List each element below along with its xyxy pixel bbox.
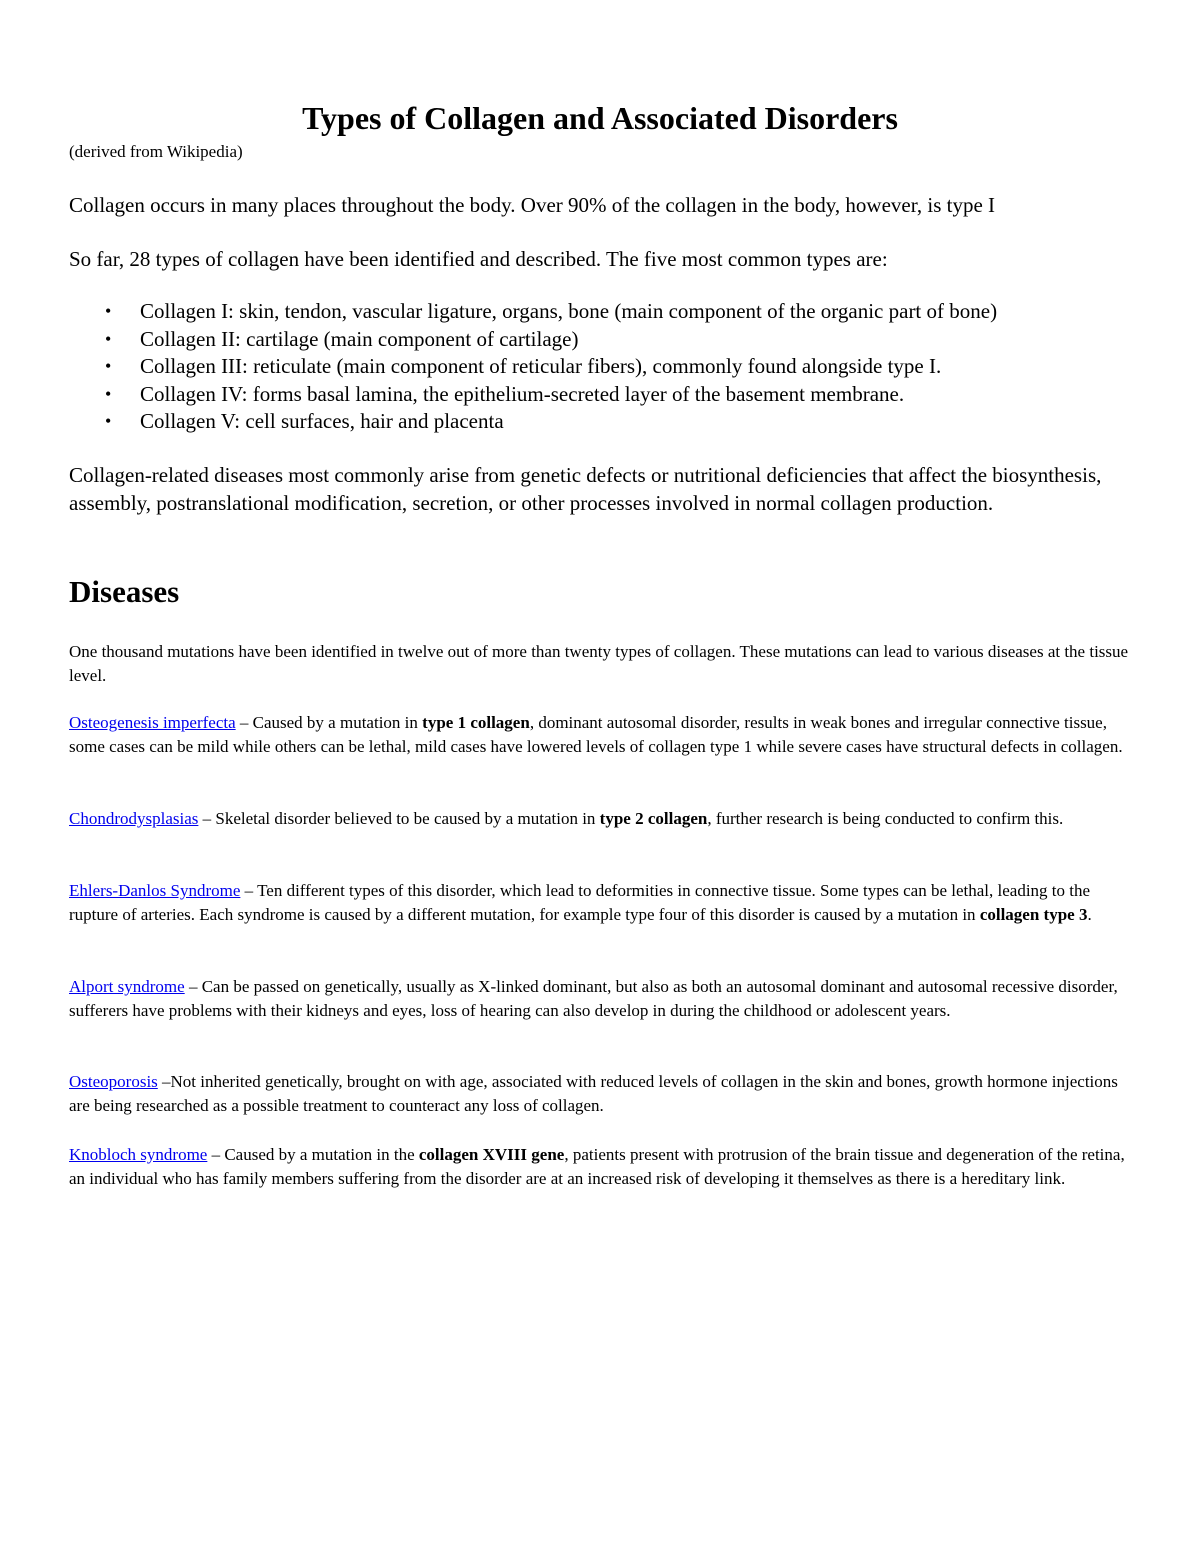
intro-paragraph: Collagen occurs in many places throughout the body. Over 90% of the collagen in the body, however, is type I — [69, 193, 996, 217]
disease-entry — [69, 711, 1131, 758]
disease-description: – Ten different types of this disorder, which lead to deformities in connective tissue. Some types can be lethal, leading to the rupture of arteries. Each syndrome is caused by a different mutation, for example type four of this disorder is caused by a mutation in — [69, 881, 1091, 924]
disease-description: –Not inherited genetically, brought on with age, associated with reduced levels of collagen in the skin and bones, growth hormone injections are being researched as a possible treatment to counteract any loss of collagen. — [69, 1072, 1118, 1115]
disease-description: – Skeletal disorder believed to be caused by a mutation in — [198, 809, 600, 828]
disease-description: , dominant autosomal disorder, results in weak bones and irregular connective tissue, some cases can be mild while others can be lethal, mild cases have lowered levels of collagen type 1 while severe cases have structural defects in collagen. — [69, 713, 1123, 756]
disease-description: – Caused by a mutation in the — [207, 1145, 419, 1164]
disease-link-ehlers-danlos-syndrome[interactable]: Ehlers-Danlos Syndrome — [69, 881, 241, 900]
disease-link-osteogenesis-imperfecta[interactable]: Osteogenesis imperfecta — [69, 713, 236, 732]
disease-collagen-type: collagen XVIII gene — [418, 1145, 565, 1164]
disease-entry — [69, 879, 1131, 926]
collagen-types-list — [69, 298, 1131, 436]
source-note: (derived from Wikipedia) — [69, 142, 243, 161]
list-item: • Collagen IV: forms basal lamina, the epithelium-secreted layer of the basement membrane. — [69, 381, 1131, 409]
disease-description: . — [1087, 904, 1092, 924]
disease-entry — [69, 975, 1131, 1022]
intro-paragraph: So far, 28 types of collagen have been identified and described. The five most common types are: — [69, 247, 888, 271]
list-item: • Collagen V: cell surfaces, hair and placenta — [69, 408, 1131, 436]
disease-description: , further research is being conducted to confirm this. — [707, 809, 1064, 828]
disease-link-chondrodysplasias[interactable]: Chondrodysplasias — [69, 809, 199, 828]
disease-link-knobloch-syndrome[interactable]: Knobloch syndrome — [69, 1145, 208, 1164]
disease-description: – Can be passed on genetically, usually as X-linked dominant, but also as both an autosomal dominant and autosomal recessive disorder, sufferers have problems with their kidneys and eyes, loss of hearing can also develop in during the childhood or adolescent years. — [69, 977, 1118, 1020]
disease-entry — [69, 807, 1131, 831]
diseases-intro: One thousand mutations have been identified in twelve out of more than twenty types of collagen. These mutations can lead to various diseases at the tissue level. — [69, 642, 1129, 685]
document-title: Types of Collagen and Associated Disorders — [302, 100, 898, 136]
disease-collagen-type: type 1 collagen — [422, 713, 530, 732]
disease-link-alport-syndrome[interactable]: Alport syndrome — [69, 977, 185, 996]
disease-collagen-type: collagen type 3 — [979, 904, 1088, 924]
disease-description: – Caused by a mutation in — [235, 713, 423, 732]
disease-description: , patients present with protrusion of the brain tissue and degeneration of the retina, an individual who has family members suffering from the disorder are at an increased risk of developing it themselves as there is a hereditary link. — [69, 1145, 1125, 1188]
disease-link-osteoporosis[interactable]: Osteoporosis — [69, 1072, 158, 1091]
diseases-heading: Diseases — [69, 574, 180, 609]
disease-entry — [69, 1070, 1131, 1117]
intro-paragraph: Collagen-related diseases most commonly arise from genetic defects or nutritional deficiencies that affect the biosynthesis, assembly, postranslational modification, secretion, or other processes involved in normal collagen production. — [69, 463, 1102, 515]
list-item: • Collagen I: skin, tendon, vascular ligature, organs, bone (main component of the organic part of bone) — [69, 298, 1131, 326]
list-item: • Collagen III: reticulate (main component of reticular fibers), commonly found alongside type I. — [69, 353, 1131, 381]
disease-entry — [69, 1143, 1131, 1190]
disease-collagen-type: type 2 collagen — [599, 809, 708, 828]
list-item: • Collagen II: cartilage (main component of cartilage) — [69, 326, 1131, 354]
